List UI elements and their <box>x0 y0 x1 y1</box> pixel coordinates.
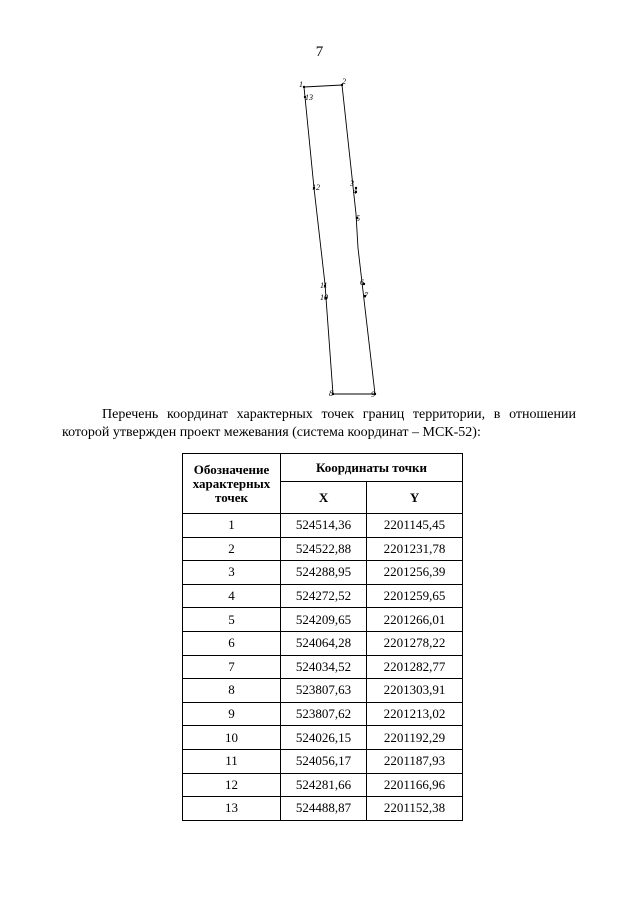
coordinates-caption <box>62 406 576 442</box>
cell-point: 3 <box>183 561 281 585</box>
cell-point: 7 <box>183 655 281 679</box>
page-number: 7 <box>315 44 324 60</box>
cell-x: 524209,65 <box>281 608 367 632</box>
header-designation: Обозначение характерных точек <box>183 454 281 514</box>
coordinates-table <box>182 453 463 821</box>
plan-label-point-4: 4 <box>353 187 357 196</box>
cell-x: 524514,36 <box>281 514 367 538</box>
cell-x: 523807,62 <box>281 702 367 726</box>
header-coordinates: Координаты точки <box>281 454 463 482</box>
cell-y: 2201231,78 <box>367 537 463 561</box>
plan-label-point-2: 2 <box>342 77 346 86</box>
cell-point: 9 <box>183 702 281 726</box>
table-row <box>183 679 463 703</box>
table-row <box>183 655 463 679</box>
table-row <box>183 749 463 773</box>
plan-label-point-7: 7 <box>364 291 368 300</box>
boundary-plan-drawing <box>280 72 400 402</box>
caption-text: Перечень координат характерных точек границ территории, в отношении которой утвержден проект межевания (система координат – МСК-52): <box>62 407 576 440</box>
cell-y: 2201166,96 <box>367 773 463 797</box>
table-row <box>183 561 463 585</box>
table-row <box>183 631 463 655</box>
cell-y: 2201282,77 <box>367 655 463 679</box>
plan-label-point-9: 9 <box>371 390 375 399</box>
plan-label-point-8: 8 <box>329 389 333 398</box>
table-row <box>183 797 463 821</box>
cell-y: 2201266,01 <box>367 608 463 632</box>
cell-point: 13 <box>183 797 281 821</box>
cell-x: 523807,63 <box>281 679 367 703</box>
table-row <box>183 537 463 561</box>
plan-label-point-1: 1 <box>299 80 303 89</box>
plan-label-point-6: 6 <box>360 278 364 287</box>
cell-y: 2201303,91 <box>367 679 463 703</box>
plan-label-point-12: 12 <box>312 183 320 192</box>
cell-point: 6 <box>183 631 281 655</box>
plan-label-point-5: 5 <box>356 214 360 223</box>
table-row <box>183 726 463 750</box>
cell-point: 10 <box>183 726 281 750</box>
cell-y: 2201192,29 <box>367 726 463 750</box>
cell-x: 524272,52 <box>281 584 367 608</box>
cell-y: 2201278,22 <box>367 631 463 655</box>
plan-label-point-11: 11 <box>320 281 328 290</box>
cell-y: 2201152,38 <box>367 797 463 821</box>
boundary-plan <box>280 72 400 402</box>
plan-label-point-13: 13 <box>305 93 313 102</box>
cell-point: 1 <box>183 514 281 538</box>
plan-label-point-3: 3 <box>350 179 354 188</box>
header-x: X <box>281 482 367 514</box>
table-row <box>183 514 463 538</box>
plan-label-point-10: 10 <box>320 293 328 302</box>
cell-x: 524522,88 <box>281 537 367 561</box>
cell-point: 12 <box>183 773 281 797</box>
table-row <box>183 702 463 726</box>
table-row <box>183 773 463 797</box>
cell-y: 2201259,65 <box>367 584 463 608</box>
boundary-polygon <box>304 85 375 394</box>
cell-point: 4 <box>183 584 281 608</box>
cell-point: 8 <box>183 679 281 703</box>
boundary-points <box>303 84 376 395</box>
cell-x: 524056,17 <box>281 749 367 773</box>
header-y: Y <box>367 482 463 514</box>
table-row <box>183 608 463 632</box>
cell-y: 2201145,45 <box>367 514 463 538</box>
cell-x: 524034,52 <box>281 655 367 679</box>
cell-x: 524064,28 <box>281 631 367 655</box>
cell-point: 5 <box>183 608 281 632</box>
cell-y: 2201256,39 <box>367 561 463 585</box>
cell-x: 524026,15 <box>281 726 367 750</box>
cell-y: 2201213,02 <box>367 702 463 726</box>
cell-point: 2 <box>183 537 281 561</box>
cell-point: 11 <box>183 749 281 773</box>
cell-x: 524281,66 <box>281 773 367 797</box>
table-row <box>183 584 463 608</box>
cell-y: 2201187,93 <box>367 749 463 773</box>
cell-x: 524288,95 <box>281 561 367 585</box>
cell-x: 524488,87 <box>281 797 367 821</box>
